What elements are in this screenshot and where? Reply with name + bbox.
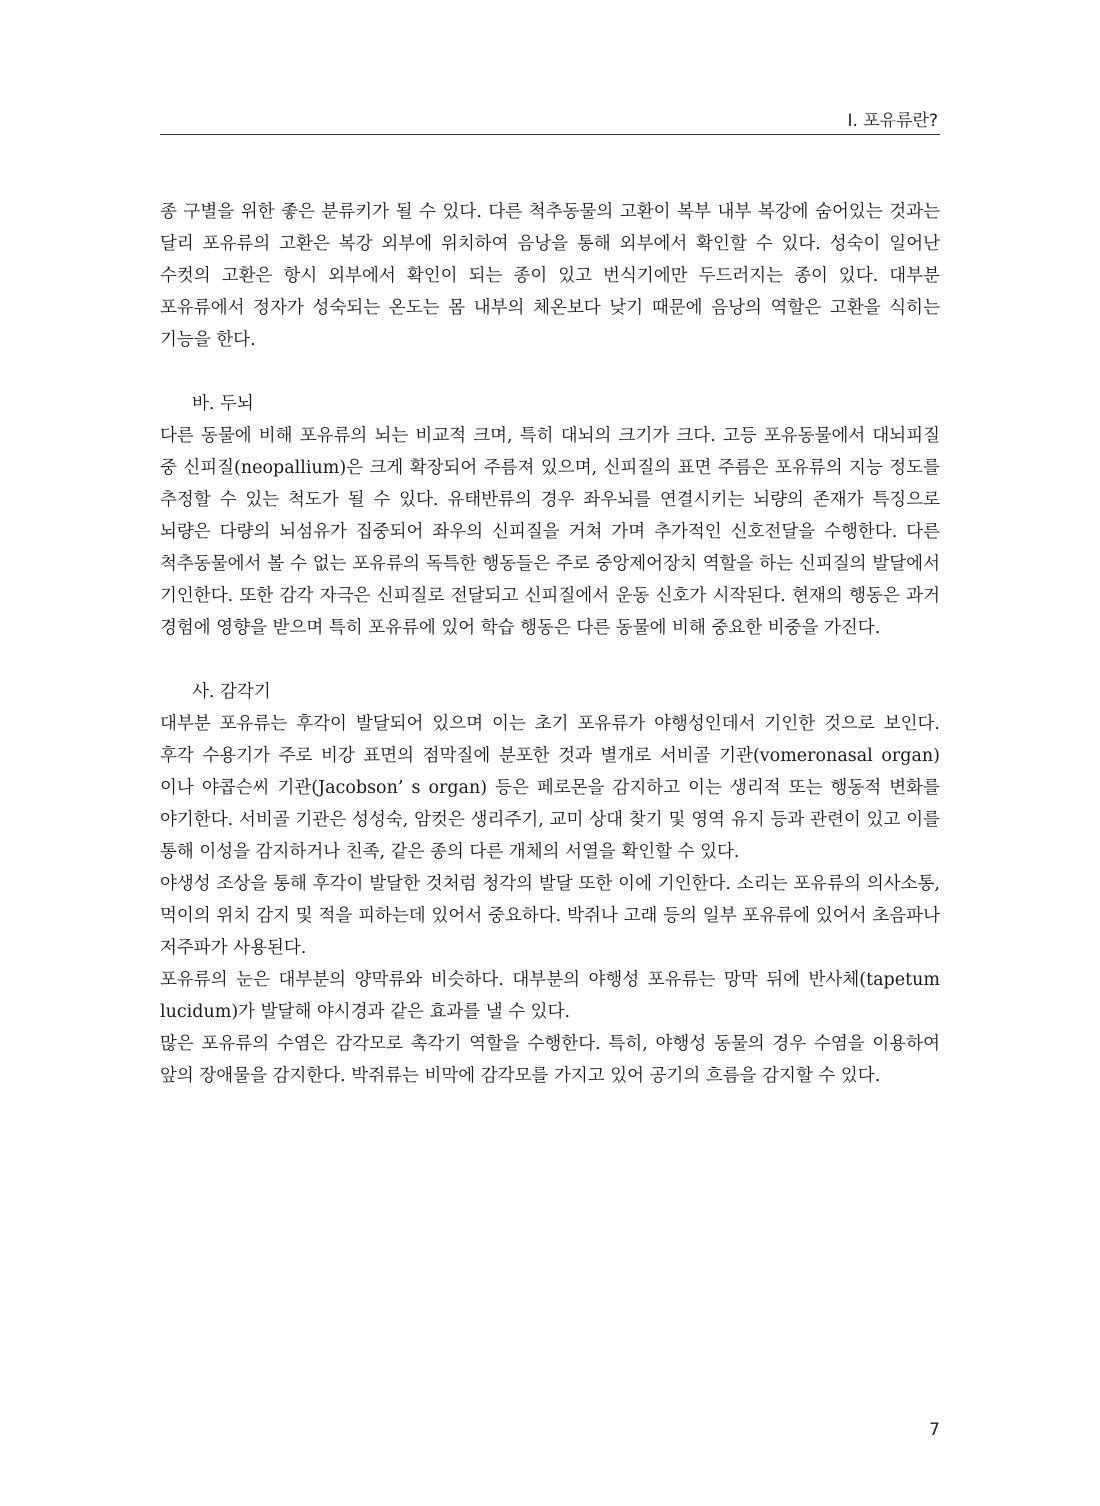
senses-section — [160, 676, 940, 1092]
running-header — [160, 104, 940, 135]
body-paragraph: 야생성 조상을 통해 후각이 발달한 것처럼 청각의 발달 또한 이에 기인한다. 소리는 포유류의 의사소통, 먹이의 위치 감지 및 적을 피하는데 있어서 중요하다. 박쥐나 고래 등의 일부 포유류에 있어서 초음파나 저주파가 사용된다. — [160, 874, 940, 958]
body-paragraph: 다른 동물에 비해 포유류의 뇌는 비교적 크며, 특히 대뇌의 크기가 크다. 고등 포유동물에서 대뇌피질 중 신피질(neopallium)은 크게 확장되어 주름져 있으며, 신피질의 표면 주름은 포유류의 지능 정도를 추정할 수 있는 척도가 될 수 있다. 유태반류의 경우 좌우뇌를 연결시키는 뇌량의 존재가 특징으로 뇌량은 다량의 뇌섬유가 집중되어 좌우의 신피질을 거쳐 가며 추가적인 신호전달을 수행한다. 다른 척추동물에서 볼 수 없는 포유류의 독특한 행동들은 주로 중앙제어장치 역할을 하는 신피질의 발달에서 기인한다. 또한 감각 자극은 신피질로 전달되고 신피질에서 운동 신호가 시작된다. 현재의 행동은 과거 경험에 영향을 받으며 특히 포유류에 있어 학습 행동은 다른 동물에 비해 중요한 비중을 가진다. — [160, 426, 940, 638]
section-heading-brain: 바. 두뇌 — [192, 394, 254, 414]
page-number: 7 — [929, 1420, 940, 1440]
body-paragraph: 포유류의 눈은 대부분의 양막류와 비슷하다. 대부분의 야행성 포유류는 망막 뒤에 반사체(tapetum lucidum)가 발달해 야시경과 같은 효과를 낼 수 있다. — [160, 970, 940, 1022]
body-paragraph: 종 구별을 위한 좋은 분류키가 될 수 있다. 다른 척추동물의 고환이 복부 내부 복강에 숨어있는 것과는 달리 포유류의 고환은 복강 외부에 위치하여 음낭을 통해 외부에서 확인할 수 있다. 성숙이 일어난 수컷의 고환은 항시 외부에서 확인이 되는 종이 있고 번식기에만 두드러지는 종이 있다. 대부분 포유류에서 정자가 성숙되는 온도는 몸 내부의 체온보다 낮기 때문에 음낭의 역할은 고환을 식히는 기능을 한다. — [160, 202, 940, 350]
intro-section — [160, 196, 940, 356]
page-body — [160, 196, 940, 1092]
brain-section — [160, 388, 940, 644]
chapter-title: Ⅰ. 포유류란? — [847, 111, 938, 131]
body-paragraph: 많은 포유류의 수염은 감각모로 촉각기 역할을 수행한다. 특히, 야행성 동물의 경우 수염을 이용하여 앞의 장애물을 감지한다. 박쥐류는 비막에 감각모를 가지고 있어 공기의 흐름을 감지할 수 있다. — [160, 1034, 940, 1086]
section-heading-senses: 사. 감각기 — [192, 682, 271, 702]
body-paragraph: 대부분 포유류는 후각이 발달되어 있으며 이는 초기 포유류가 야행성인데서 기인한 것으로 보인다. 후각 수용기가 주로 비강 표면의 점막질에 분포한 것과 별개로 서비골 기관(vomeronasal organ)이나 야콥슨씨 기관(Jacobson’ s organ) 등은 페로몬을 감지하고 이는 생리적 또는 행동적 변화를 야기한다. 서비골 기관은 성성숙, 암컷은 생리주기, 교미 상대 찾기 및 영역 유지 등과 관련이 있고 이를 통해 이성을 감지하거나 친족, 같은 종의 다른 개체의 서열을 확인할 수 있다. — [160, 714, 940, 862]
